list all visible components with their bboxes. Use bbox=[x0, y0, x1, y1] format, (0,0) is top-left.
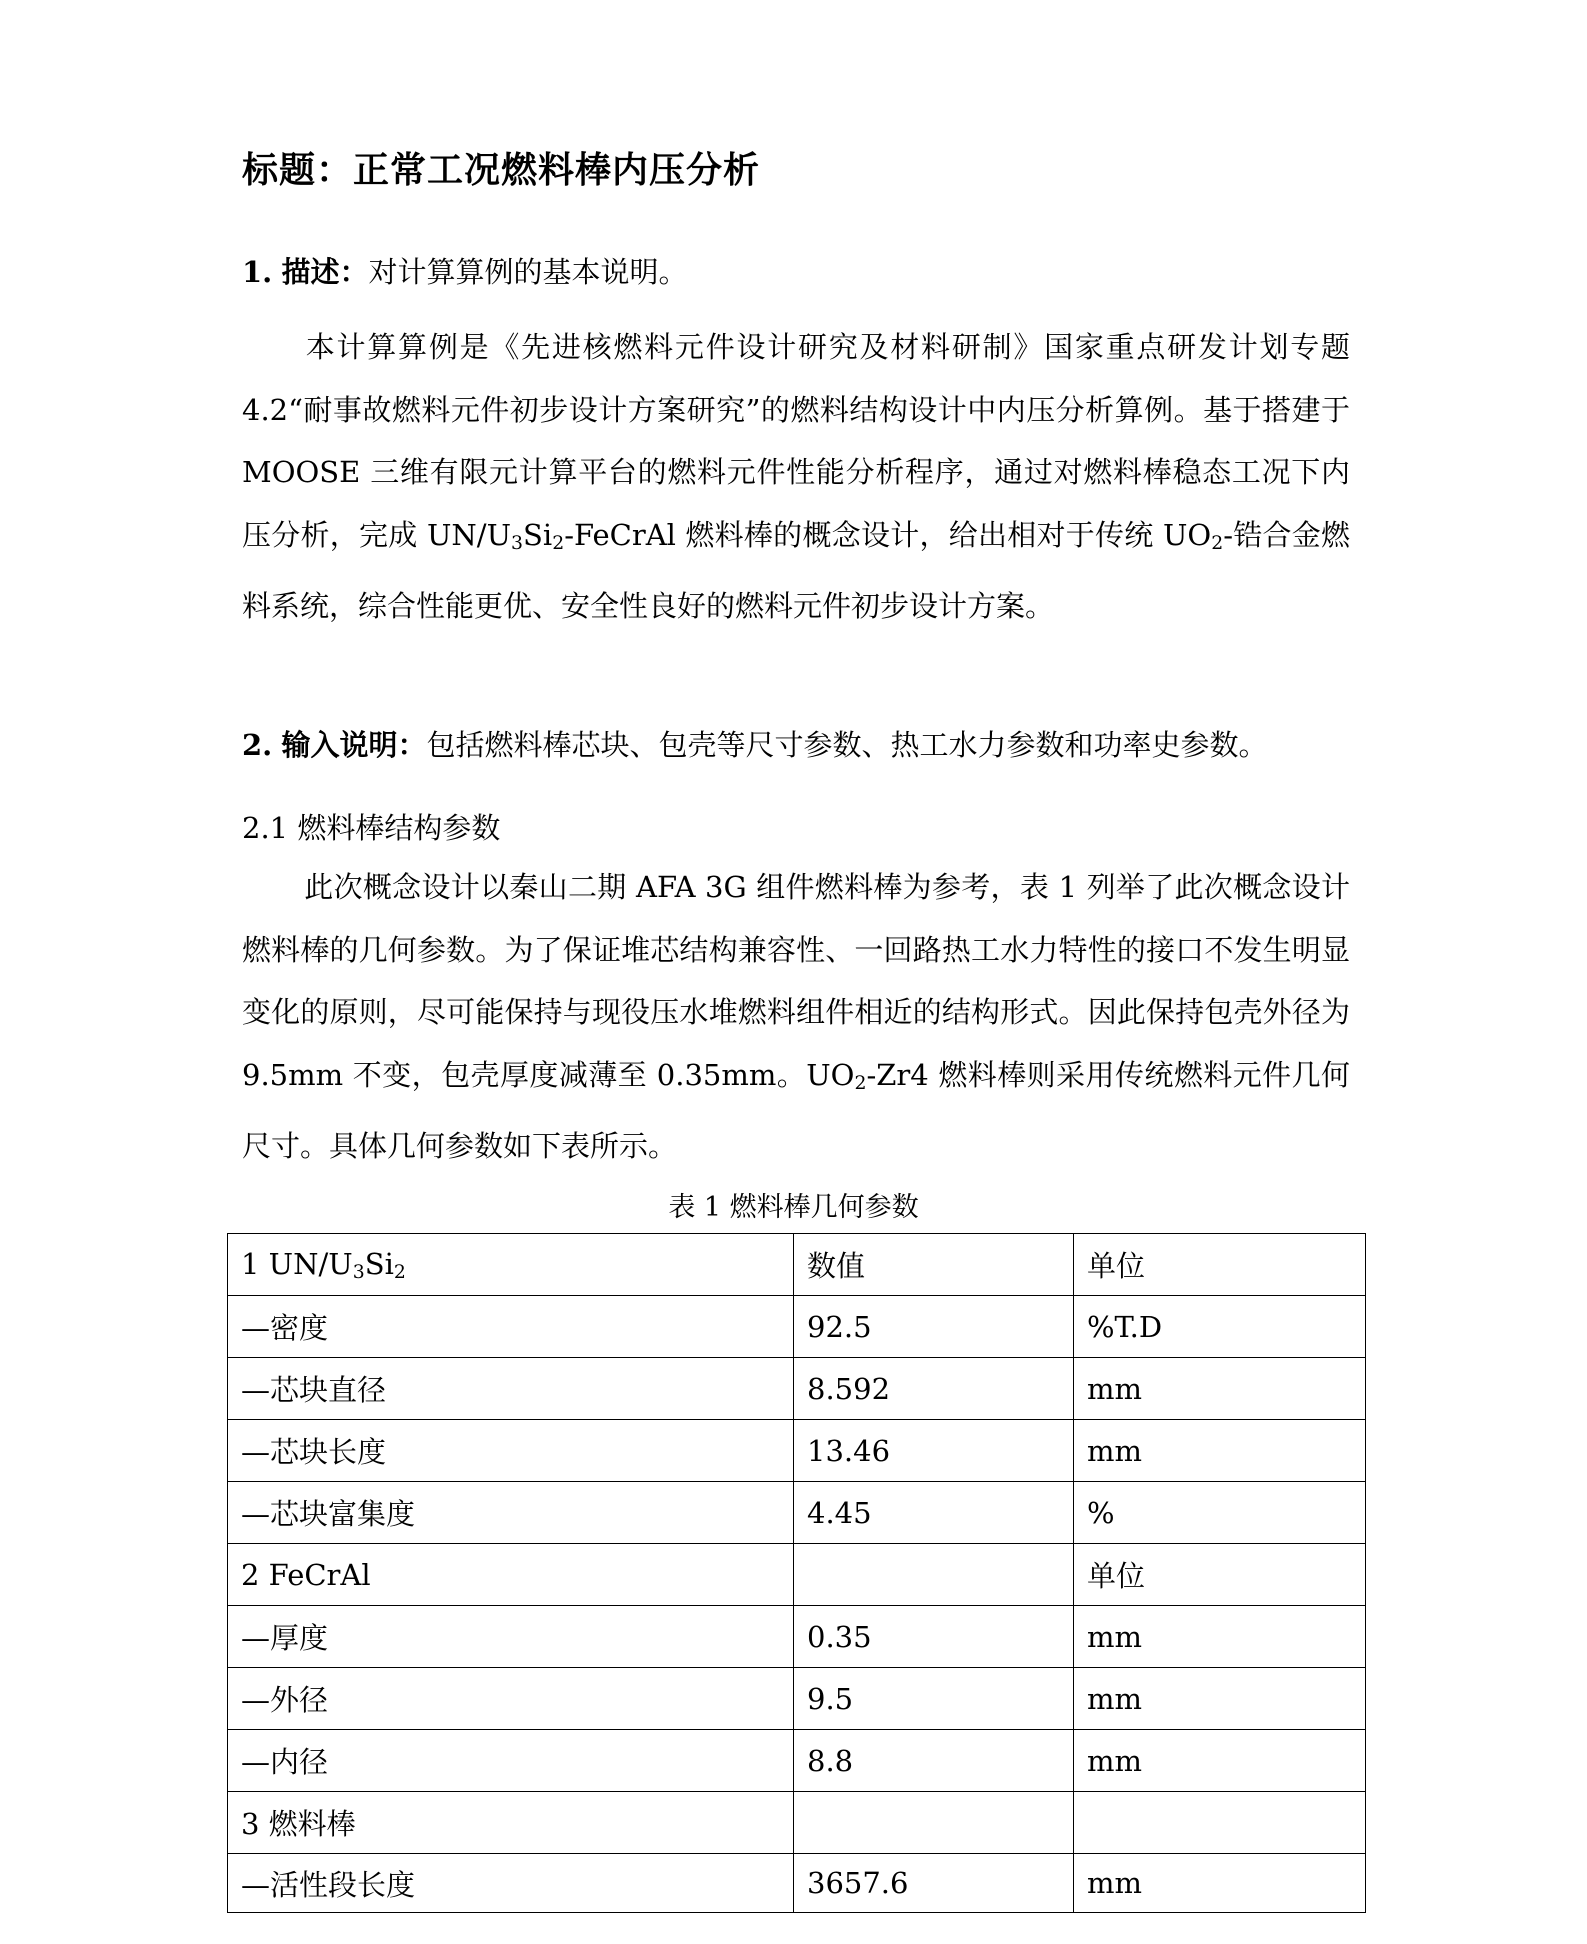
table-cell: —芯块直径 bbox=[228, 1358, 794, 1420]
table-cell: mm bbox=[1074, 1606, 1366, 1668]
table-cell: 单位 bbox=[1074, 1234, 1366, 1296]
table-caption: 表 1 燃料棒几何参数 bbox=[668, 1192, 919, 1223]
section-1-number: 1. bbox=[242, 255, 273, 289]
subscript: 2 bbox=[552, 532, 565, 554]
table-row bbox=[228, 1792, 1366, 1854]
table-row bbox=[228, 1296, 1366, 1358]
subscript: 2 bbox=[854, 1072, 867, 1094]
paragraph-text: 此次概念设计以秦山二期 AFA 3G 组件燃料棒为参考，表 1 列举了此次概念设计燃料棒的几何参数。为了保证堆芯结构兼容性、一回路热工水力特性的接口不发生明显变化的原则，尽可能保持与现役压水堆燃料组件相近的结构形式。因此保持包壳外径为 9.5mm 不变，包壳厚度减薄至 0.35mm。UO bbox=[242, 870, 1350, 1092]
table-cell: —芯块长度 bbox=[228, 1420, 794, 1482]
table-cell: mm bbox=[1074, 1854, 1366, 1913]
table-cell: 0.35 bbox=[794, 1606, 1074, 1668]
subscript: 3 bbox=[352, 1261, 365, 1283]
table-cell: —厚度 bbox=[228, 1606, 794, 1668]
table-row bbox=[228, 1668, 1366, 1730]
table-cell: 92.5 bbox=[794, 1296, 1074, 1358]
paragraph-text: -FeCrAl 燃料棒的概念设计，给出相对于传统 UO bbox=[564, 517, 1212, 552]
table-cell: % bbox=[1074, 1482, 1366, 1544]
paragraph-text: -锆合金燃料系统，综合性能更优、安全性良好的燃料元件初步设计方案。 bbox=[242, 517, 1351, 623]
geometry-table bbox=[227, 1233, 1366, 1913]
table-row bbox=[228, 1358, 1366, 1420]
cell-text: 1 UN/U bbox=[241, 1246, 353, 1281]
table-cell: 8.8 bbox=[794, 1730, 1074, 1792]
table-cell: 8.592 bbox=[794, 1358, 1074, 1420]
page-title: 标题：正常工况燃料棒内压分析 bbox=[242, 149, 761, 191]
table-cell: 数值 bbox=[794, 1234, 1074, 1296]
table-cell: mm bbox=[1074, 1420, 1366, 1482]
section-2-number: 2. bbox=[242, 728, 273, 762]
table-header-row bbox=[228, 1234, 1366, 1296]
section-2-text: 包括燃料棒芯块、包壳等尺寸参数、热工水力参数和功率史参数。 bbox=[426, 728, 1268, 762]
table-cell: 13.46 bbox=[794, 1420, 1074, 1482]
table-cell: %T.D bbox=[1074, 1296, 1366, 1358]
paragraph-structure bbox=[242, 856, 1350, 1177]
table-cell: —活性段长度 bbox=[228, 1854, 794, 1913]
section-1-heading bbox=[242, 250, 688, 291]
table-row bbox=[228, 1730, 1366, 1792]
table-cell: —密度 bbox=[228, 1296, 794, 1358]
table-row bbox=[228, 1854, 1366, 1913]
table-cell: —芯块富集度 bbox=[228, 1482, 794, 1544]
table-cell: —内径 bbox=[228, 1730, 794, 1792]
paragraph-text: -Zr4 燃料棒则采用传统燃料元件几何尺寸。具体几何参数如下表所示。 bbox=[242, 1057, 1351, 1163]
table-cell bbox=[794, 1792, 1074, 1854]
table-cell: 4.45 bbox=[794, 1482, 1074, 1544]
table-cell: 9.5 bbox=[794, 1668, 1074, 1730]
table-cell: mm bbox=[1074, 1358, 1366, 1420]
table-cell bbox=[228, 1234, 794, 1296]
section-1-text: 对计算算例的基本说明。 bbox=[368, 255, 688, 289]
table-row bbox=[228, 1420, 1366, 1482]
subscript: 2 bbox=[1211, 532, 1224, 554]
table-cell: 3 燃料棒 bbox=[228, 1792, 794, 1854]
table-cell: mm bbox=[1074, 1730, 1366, 1792]
table-row bbox=[228, 1482, 1366, 1544]
section-1-label: 描述： bbox=[281, 255, 369, 289]
subsection-heading: 2.1 燃料棒结构参数 bbox=[242, 811, 501, 845]
paragraph-description bbox=[242, 316, 1350, 637]
table-cell bbox=[1074, 1792, 1366, 1854]
paragraph-text: Si bbox=[523, 517, 553, 552]
section-2-label: 输入说明： bbox=[281, 728, 427, 762]
subscript: 3 bbox=[511, 532, 524, 554]
section-2-heading bbox=[242, 723, 1268, 764]
table-cell bbox=[794, 1544, 1074, 1606]
table-cell: mm bbox=[1074, 1668, 1366, 1730]
table-cell: 单位 bbox=[1074, 1544, 1366, 1606]
subscript: 2 bbox=[393, 1261, 406, 1283]
paragraph-text: 本计算算例是《先进核燃料元件设计研究及材料研制》国家重点研发计划专题 4.2“耐事故燃料元件初步设计方案研究”的燃料结构设计中内压分析算例。基于搭建于 MOOSE 三维有限元计算平台的燃料元件性能分析程序，通过对燃料棒稳态工况下内压分析，完成 UN/U bbox=[242, 330, 1350, 552]
table-row bbox=[228, 1606, 1366, 1668]
table-cell: 2 FeCrAl bbox=[228, 1544, 794, 1606]
table-cell: —外径 bbox=[228, 1668, 794, 1730]
cell-text: Si bbox=[364, 1246, 394, 1281]
table-cell: 3657.6 bbox=[794, 1854, 1074, 1913]
table-row bbox=[228, 1544, 1366, 1606]
